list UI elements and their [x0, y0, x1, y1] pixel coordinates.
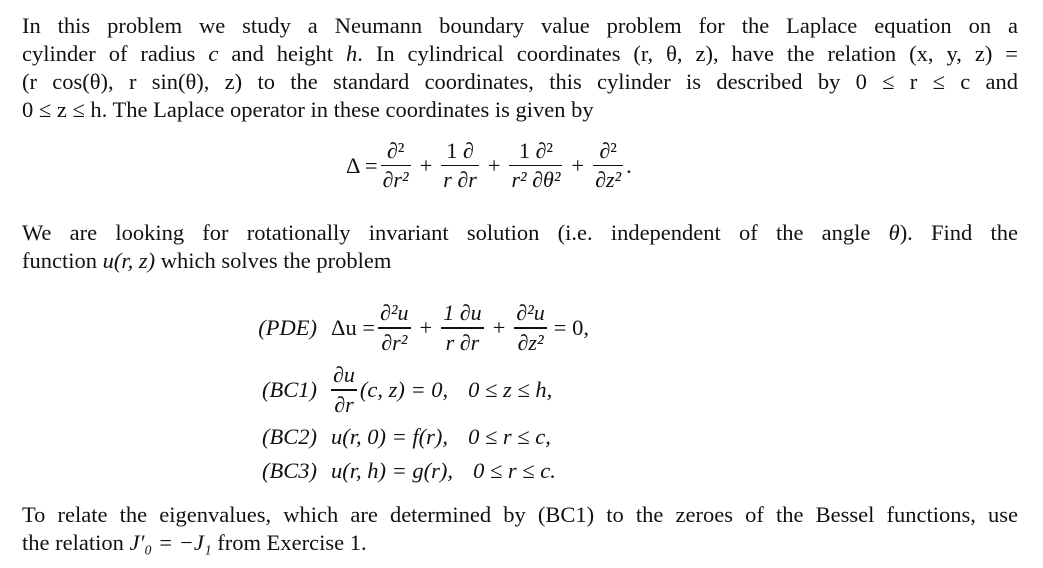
intro-line-2-text-b: and height	[218, 41, 346, 66]
problem-paragraph	[22, 219, 1018, 275]
fraction-d2-dz2: $\frac{\text{∂²}}{\text{∂z²}}$	[595, 138, 622, 193]
bc3-equation: u(r, h) = g(r),	[331, 458, 454, 483]
bessel-note-line-2	[22, 529, 1018, 557]
coordinate-relation: (r cos(θ), r sin(θ), z)	[22, 69, 243, 94]
intro-line-2-text-d: . In cylindrical coordinates (r, θ, z), have the relation (x, y, z) =	[357, 41, 1018, 66]
bessel-note-text-b: from Exercise 1.	[211, 530, 367, 555]
fraction-1-r2-d2-dtheta2: $\frac{\text{1 ∂²}}{\text{r² ∂θ²}}$	[511, 138, 561, 193]
pde-row: (PDE) Δu = $\frac{\text{∂²u}}{\text{∂r²}}$ + $\frac{1 \partial u}{r \partial r}$ + $\frac{\text{∂²u}}{\text{∂z²}}$ = 0,	[225, 296, 589, 360]
bc3-tag: (BC3)	[262, 458, 317, 483]
bc3-row	[225, 454, 589, 488]
intro-paragraph	[22, 12, 1018, 124]
bessel-relation: J′₀ = −J₁	[129, 530, 212, 555]
bc2-equation: u(r, 0) = f(r),	[331, 424, 449, 449]
laplace-lhs: Δ =	[346, 152, 378, 178]
pde-tag: (PDE)	[258, 315, 317, 340]
bc2-tag: (BC2)	[262, 424, 317, 449]
intro-line-1: In this problem we study a Neumann boundary value problem for the Laplace equation on a	[22, 13, 1018, 38]
bc1-row	[225, 360, 589, 420]
height-range: 0 ≤ z ≤ h	[22, 97, 102, 122]
bc2-row	[225, 420, 589, 454]
bc1-equation: (c, z) = 0,	[359, 377, 449, 402]
problem-line-1-text-a: We are looking for rotationally invariant solution (i.e. independent of the angle	[22, 220, 889, 245]
bc1-range: 0 ≤ z ≤ h,	[468, 377, 553, 402]
pde-lhs: Δu =	[331, 315, 376, 340]
bessel-note-text-a: the relation	[22, 530, 130, 555]
pde-fraction-2: $\frac{1 \partial u}{r \partial r}$	[443, 300, 482, 355]
plus-sign: +	[419, 152, 433, 178]
bc2-range: 0 ≤ r ≤ c,	[468, 424, 551, 449]
problem-line-1	[22, 219, 1018, 247]
fraction-d2-dr2: $\frac{\text{∂²}}{\text{∂r²}}$	[382, 138, 409, 193]
pde-fraction-1: $\frac{\text{∂²u}}{\text{∂r²}}$	[380, 300, 409, 355]
plus-sign: +	[571, 152, 585, 178]
intro-line-2	[22, 40, 1018, 68]
laplace-operator-equation	[346, 140, 632, 191]
plus-sign: +	[487, 152, 501, 178]
intro-line-4	[22, 96, 1018, 124]
fraction-1-r-d-dr: $\frac{1 \partial}{r \partial r}$	[443, 138, 477, 193]
height-symbol: h	[346, 41, 358, 66]
problem-line-2	[22, 247, 1018, 275]
problem-line-2-text-a: function	[22, 248, 103, 273]
bessel-note-paragraph	[22, 501, 1018, 557]
theta-symbol: θ	[888, 220, 900, 245]
intro-line-4-text: . The Laplace operator in these coordinates is given by	[101, 97, 594, 122]
intro-line-2-text-a: cylinder of radius	[22, 41, 209, 66]
radius-symbol: c	[208, 41, 219, 66]
equation-period: .	[626, 152, 632, 178]
pde-fraction-3: $\frac{\text{∂²u}}{\text{∂z²}}$	[516, 300, 545, 355]
intro-line-3	[22, 68, 1018, 96]
bc3-range: 0 ≤ r ≤ c.	[473, 458, 556, 483]
bc1-fraction: $\frac{\partial u}{\partial r}$	[333, 362, 355, 417]
boundary-value-system	[225, 296, 589, 488]
intro-line-3-text: to the standard coordinates, this cylinder is described by 0 ≤ r ≤ c and	[242, 69, 1019, 94]
bc1-tag: (BC1)	[262, 377, 317, 402]
bessel-note-line-1: To relate the eigenvalues, which are determined by (BC1) to the zeroes of the Bessel functions, use	[22, 502, 1018, 527]
function-symbol: u(r, z)	[102, 248, 156, 273]
problem-line-1-text-b: ). Find the	[899, 220, 1018, 245]
problem-line-2-text-b: which solves the problem	[155, 248, 392, 273]
pde-rhs: = 0,	[553, 315, 589, 340]
